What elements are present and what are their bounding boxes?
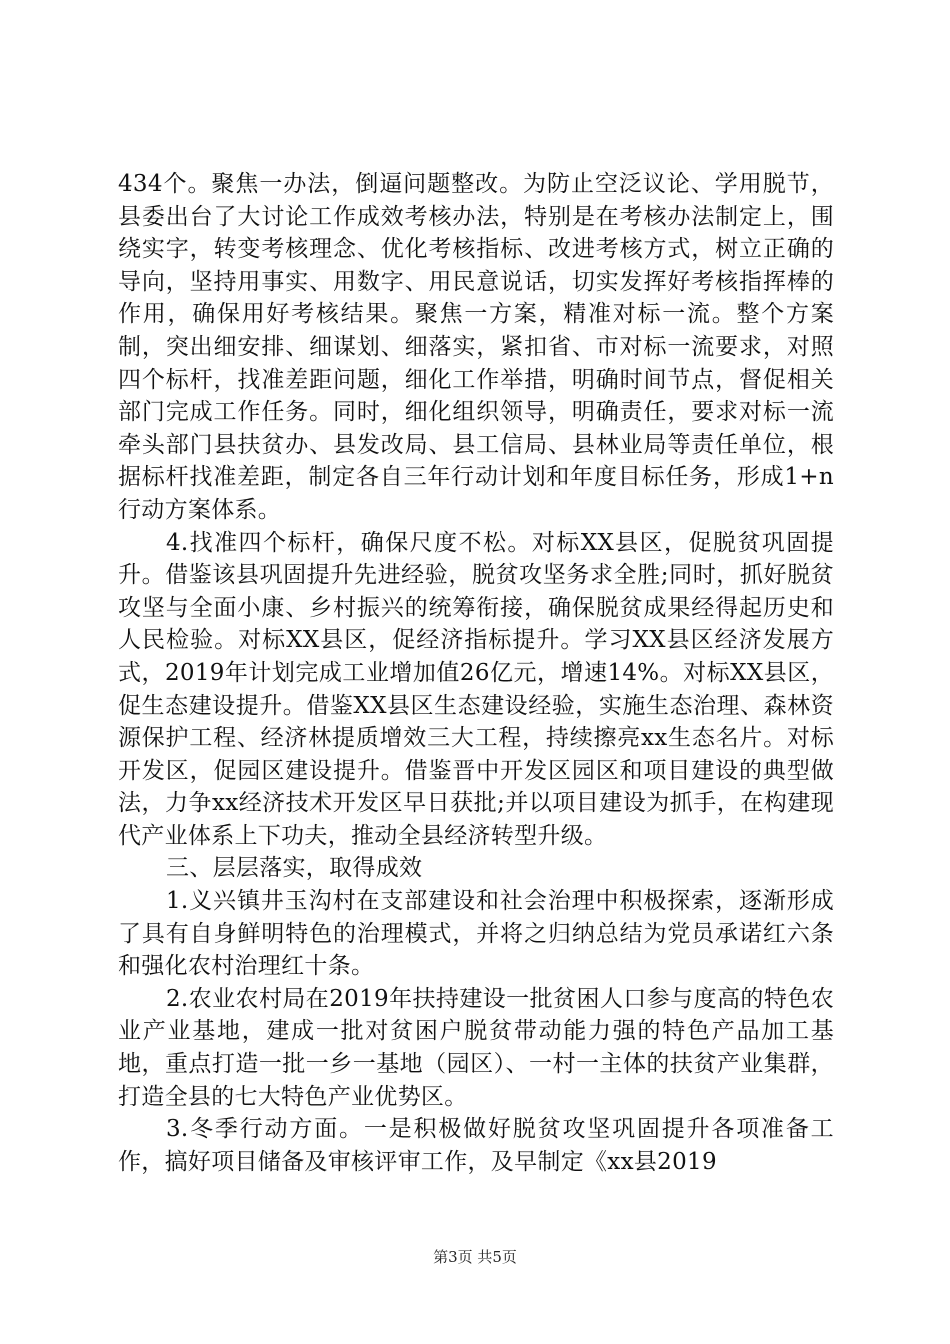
paragraph-item-4: 4.找准四个标杆，确保尺度不松。对标XX县区，促脱贫巩固提升。借鉴该县巩固提升先进经验，脱贫攻坚务求全胜;同时，抓好脱贫攻坚与全面小康、乡村振兴的统筹衔接，确保脱贫成果经得起历史和人民检验。对标XX县区，促经济指标提升。学习XX县区经济发展方式，2019年计划完成工业增加值26亿元，增速14%。对标XX县区，促生态建设提升。借鉴XX县区生态建设经验，实施生态治理、森林资源保护工程、经济林提质增效三大工程，持续擦亮xx生态名片。对标开发区，促园区建设提升。借鉴晋中开发区园区和项目建设的典型做法，力争xx经济技术开发区早日获批;并以项目建设为抓手，在构建现代产业体系上下功夫，推动全县经济转型升级。 <box>118 529 834 849</box>
paragraph-item-3: 3.冬季行动方面。一是积极做好脱贫攻坚巩固提升各项准备工作，搞好项目储备及审核评审工作，及早制定《xx县2019 <box>118 1116 834 1175</box>
paragraph-item-1: 1.义兴镇井玉沟村在支部建设和社会治理中积极探索，逐渐形成了具有自身鲜明特色的治理模式，并将之归纳总结为党员承诺红六条和强化农村治理红十条。 <box>118 888 834 980</box>
page-footer: 第3页 共5页 <box>433 1248 517 1266</box>
section-heading: 三、层层落实，取得成效 <box>166 855 423 882</box>
paragraph-continuation: 434个。聚焦一办法，倒逼问题整改。为防止空泛议论、学用脱节，县委出台了大讨论工作成效考核办法，特别是在考核办法制定上，围绕实字，转变考核理念、优化考核指标、改进考核方式，树立正确的导向，坚持用事实、用数字、用民意说话，切实发挥好考核指挥棒的作用，确保用好考核结果。聚焦一方案，精准对标一流。整个方案制，突出细安排、细谋划、细落实，紧扣省、市对标一流要求，对照四个标杆，找准差距问题，细化工作举措，明确时间节点，督促相关部门完成工作任务。同时，细化组织领导，明确责任，要求对标一流牵头部门县扶贫办、县发改局、县工信局、县林业局等责任单位，根据标杆找准差距，制定各自三年行动计划和年度目标任务，形成1+n行动方案体系。 <box>118 171 834 523</box>
document-body <box>118 168 834 1178</box>
paragraph-item-2: 2.农业农村局在2019年扶持建设一批贫困人口参与度高的特色农业产业基地，建成一批对贫困户脱贫带动能力强的特色产品加工基地，重点打造一批一乡一基地（园区）、一村一主体的扶贫产业集群，打造全县的七大特色产业优势区。 <box>118 985 834 1110</box>
